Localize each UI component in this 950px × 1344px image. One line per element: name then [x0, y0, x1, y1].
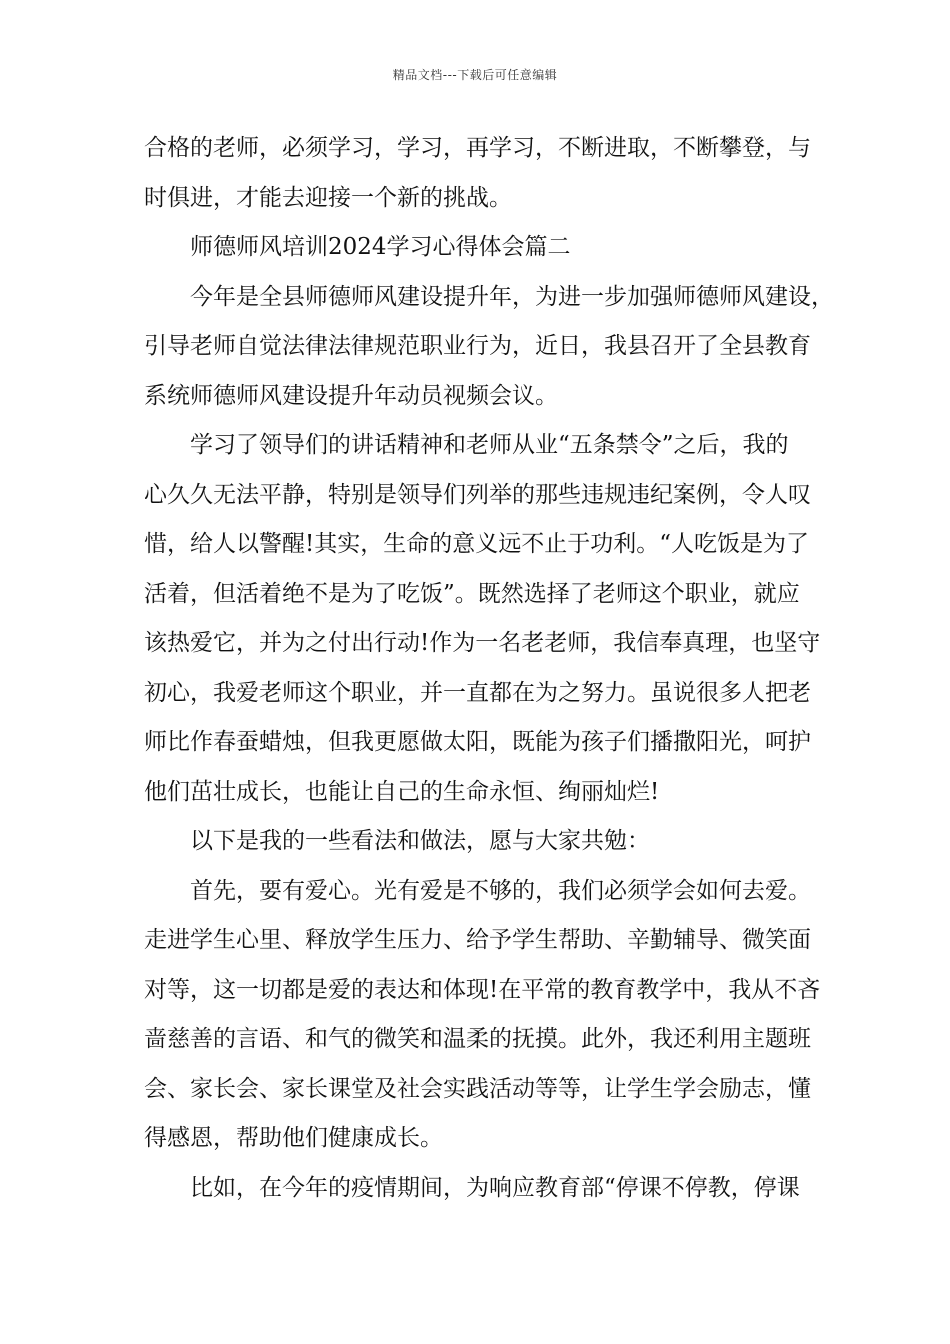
text-line: 初心，我爱老师这个职业，并一直都在为之努力。虽说很多人把老: [144, 679, 811, 706]
section-title: 师德师风培训2024学习心得体会篇二: [190, 234, 571, 260]
text-line: 时俱进，才能去迎接一个新的挑战。: [144, 184, 512, 211]
text-line: 心久久无法平静，特别是领导们列举的那些违规违纪案例，令人叹: [144, 481, 811, 508]
text-line: 啬慈善的言语、和气的微笑和温柔的抚摸。此外，我还利用主题班: [144, 1026, 811, 1052]
text-line: 以下是我的一些看法和做法，愿与大家共勉：: [190, 828, 650, 854]
text-line: 惜，给人以警醒!其实，生命的意义远不止于功利。“人吃饭是为了: [144, 531, 810, 557]
text-line: 走进学生心里、释放学生压力、给予学生帮助、辛勤辅导、微笑面: [144, 927, 811, 953]
text-line: 首先，要有爱心。光有爱是不够的，我们必须学会如何去爱。: [190, 877, 811, 904]
text-line: 得感恩，帮助他们健康成长。: [144, 1125, 443, 1151]
text-line: 系统师德师风建设提升年动员视频会议。: [144, 382, 558, 409]
text-line: 对等，这一切都是爱的表达和体现!在平常的教育教学中，我从不吝: [144, 976, 821, 1003]
text-line: 会、家长会、家长课堂及社会实践活动等等，让学生学会励志，懂: [144, 1075, 811, 1102]
page-header: 精品文档---下载后可任意编辑: [392, 68, 558, 82]
text-line: 活着，但活着绝不是为了吃饭”。既然选择了老师这个职业，就应: [144, 580, 800, 607]
text-line: 该热爱它，并为之付出行动!作为一名老老师，我信奉真理，也坚守: [144, 630, 821, 656]
text-line: 学习了领导们的讲话精神和老师从业“五条禁令”之后，我的: [190, 432, 789, 458]
text-line: 合格的老师，必须学习，学习，再学习，不断进取，不断攀登，与: [144, 135, 811, 161]
text-line: 他们茁壮成长，也能让自己的生命永恒、绚丽灿烂!: [144, 778, 660, 805]
text-line: 引导老师自觉法律法律规范职业行为，近日，我县召开了全县教育: [144, 333, 811, 359]
document-body: [144, 124, 836, 1213]
text-line: 比如，在今年的疫情期间，为响应教育部“停课不停教，停课: [190, 1174, 800, 1201]
text-line: 今年是全县师德师风建设提升年，为进一步加强师德师风建设，: [190, 283, 834, 310]
text-line: 师比作春蚕蜡烛，但我更愿做太阳，既能为孩子们播撒阳光，呵护: [144, 729, 811, 755]
